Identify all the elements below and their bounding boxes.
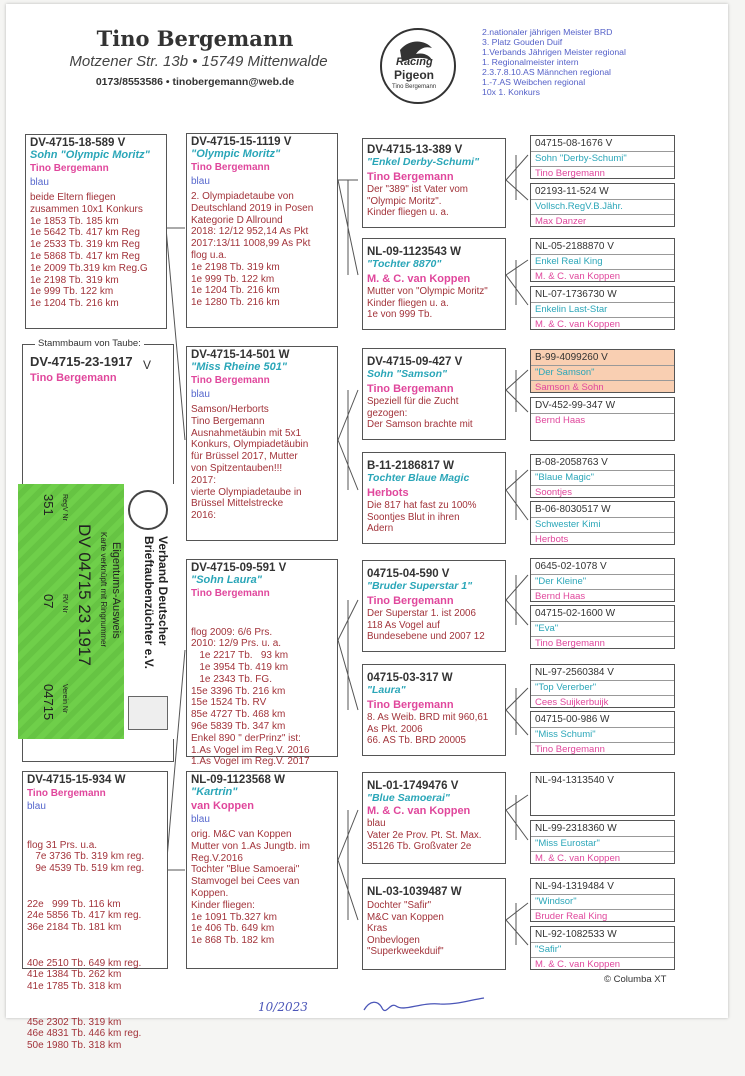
gg-grandparent-box[interactable] <box>530 711 675 755</box>
great-grandparent-box[interactable] <box>362 772 506 864</box>
pigeon-name: "Eva" <box>535 623 559 634</box>
pigeon-ring: NL-09-1123568 W <box>191 774 285 786</box>
pigeon-ring: B-08-2058763 V <box>535 457 608 468</box>
achievement-item: 1. Regionalmeister intern <box>482 57 579 67</box>
grandparent-box[interactable] <box>186 559 338 768</box>
pigeon-breeder: Samson & Sohn <box>535 382 604 393</box>
ownership-card <box>18 484 174 739</box>
great-grandparent-box[interactable] <box>362 878 506 970</box>
card-title-3: Eigentums-Ausweis <box>110 542 122 639</box>
achievement-item: 1.Verbands Jährigen Meister regional <box>482 47 626 57</box>
pigeon-breeder: Tino Bergemann <box>367 699 454 711</box>
pigeon-name: Enkel Real King <box>535 256 603 267</box>
pigeon-breeder: Soontjes <box>535 487 572 498</box>
breeder-contact: 0173/8553586 • tinobergemann@web.de <box>95 76 295 88</box>
gg-grandparent-box[interactable] <box>530 349 675 393</box>
breeder-name: Tino Bergemann <box>96 26 294 51</box>
pigeon-color: blau <box>27 801 46 812</box>
pigeon-breeder: Bruder Real King <box>535 911 608 922</box>
pigeon-ring: DV-4715-15-934 W <box>27 774 126 786</box>
pigeon-ring: 0645-02-1078 V <box>535 561 607 572</box>
pigeon-ring: 04715-02-1600 W <box>535 608 616 619</box>
vdb-logo-icon <box>128 490 168 530</box>
pigeon-breeder: Tino Bergemann <box>30 163 109 174</box>
grandparent-box[interactable] <box>186 346 338 541</box>
subject-breeder: Tino Bergemann <box>30 372 117 384</box>
pigeon-breeder: Tino Bergemann <box>191 588 270 599</box>
pigeon-color: blau <box>191 176 210 187</box>
gg-grandparent-box[interactable] <box>530 397 675 441</box>
pigeon-notes: 2. Olympiadetaube von Deutschland 2019 in Posen Kategorie D Allround 2018: 12/12 952,14 As Pkt 2017:13/11 1008,99 As Pkt flog u.a. 1e 2198 Tb. 319 km 1e 999 Tb. 122 km 1e 1204 Tb. 216 km 1e 1280 Tb. 216 km <box>191 191 314 309</box>
great-grandparent-box[interactable] <box>362 452 506 544</box>
great-grandparent-box[interactable] <box>362 138 506 228</box>
pigeon-ring: NL-07-1736730 W <box>535 289 617 300</box>
pigeon-breeder: Tino Bergemann <box>367 171 454 183</box>
grandparent-box[interactable] <box>186 771 338 969</box>
pigeon-breeder: Tino Bergemann <box>535 638 605 649</box>
pigeon-breeder: Tino Bergemann <box>27 788 106 799</box>
pigeon-breeder: Tino Bergemann <box>191 162 270 173</box>
card-title-4: Karte verknüpft mit Ringnummer <box>99 532 108 648</box>
subject-label: Stammbaum von Taube: <box>35 338 144 349</box>
pigeon-breeder: Cees Suijkerbuijk <box>535 697 609 708</box>
pigeon-ring: NL-94-1313540 V <box>535 775 614 786</box>
pigeon-ring: DV-452-99-347 W <box>535 400 616 411</box>
handwritten-date: 10/2023 <box>258 1000 308 1014</box>
pigeon-ring: 04715-08-1676 V <box>535 138 613 149</box>
gg-grandparent-box[interactable] <box>530 878 675 922</box>
card-title-1: Verband Deutscher <box>156 536 170 646</box>
pigeon-breeder: M. & C. van Koppen <box>367 805 471 817</box>
pigeon-color: blau <box>191 389 210 400</box>
gg-grandparent-box[interactable] <box>530 286 675 330</box>
pigeon-name: "Der Samson" <box>535 367 595 378</box>
pigeon-breeder: M. & C. van Koppen <box>535 853 621 864</box>
pigeon-name: "Top Vererber" <box>535 682 597 693</box>
logo-racing-text: Racing <box>396 56 433 68</box>
pigeon-name: "Blaue Magic" <box>535 472 595 483</box>
gg-grandparent-box[interactable] <box>530 605 675 649</box>
pigeon-ring: 04715-03-317 W <box>367 672 453 684</box>
pigeon-ring: DV-4715-18-589 V <box>30 137 126 149</box>
pigeon-breeder: Tino Bergemann <box>191 375 270 386</box>
pigeon-ring: NL-92-1082533 W <box>535 929 617 940</box>
pigeon-breeder: M. & C. van Koppen <box>367 273 471 285</box>
pigeon-notes: Speziell für die Zucht gezogen: Der Samson brachte mit <box>367 396 473 431</box>
pigeon-name: "Kartrin" <box>191 786 238 798</box>
card-title-2: Brieftaubenzüchter e.V. <box>142 536 156 669</box>
pigeon-notes: Die 817 hat fast zu 100% Soontjes Blut in ihren Adern <box>367 500 477 535</box>
gg-grandparent-box[interactable] <box>530 664 675 708</box>
achievement-item: 10x 1. Konkurs <box>482 87 540 97</box>
pigeon-notes: Der "389" ist Vater vom "Olympic Moritz". Kinder fliegen u. a. <box>367 184 468 219</box>
pigeon-name: Schwester Kimi <box>535 519 601 530</box>
pigeon-breeder: Max Danzer <box>535 216 587 227</box>
pigeon-ring: NL-05-2188870 V <box>535 241 614 252</box>
pigeon-name: "Miss Schumi" <box>535 729 596 740</box>
card-regv-label: RegV Nr <box>61 494 68 521</box>
gg-grandparent-box[interactable] <box>530 454 675 498</box>
pigeon-notes: orig. M&C van Koppen Mutter von 1.As Jungtb. im Reg.V.2016 Tochter "Blue Samoerai" Stamvogel bei Cees van Koppen. Kinder fliegen: 1e 1091 Tb.327 km 1e 406 Tb. 649 km 1e 868 Tb. 182 km <box>191 829 310 947</box>
great-grandparent-box[interactable] <box>362 664 506 756</box>
card-regv: 351 <box>41 494 56 516</box>
card-ring: DV 04715 23 1917 <box>75 524 94 666</box>
gg-grandparent-box[interactable] <box>530 135 675 179</box>
pigeon-ring: DV-4715-09-427 V <box>367 356 463 368</box>
mother-box[interactable] <box>22 771 168 1052</box>
gg-grandparent-box[interactable] <box>530 183 675 227</box>
pigeon-name: "Olympic Moritz" <box>191 148 281 160</box>
pigeon-ring: DV-4715-13-389 V <box>367 144 463 156</box>
pigeon-breeder: M. & C. van Koppen <box>535 271 621 282</box>
card-rv: 07 <box>41 594 56 609</box>
pigeon-name: "Sohn Laura" <box>191 574 262 586</box>
pigeon-color: blau <box>30 177 49 188</box>
card-verein-label: Verein Nr <box>61 684 68 714</box>
pigeon-ring: DV-4715-09-591 V <box>191 562 287 574</box>
pigeon-breeder: Herbots <box>367 487 409 499</box>
handwritten-signature <box>360 992 490 1020</box>
great-grandparent-box[interactable] <box>362 238 506 330</box>
pigeon-notes: Samson/Herborts Tino Bergemann Ausnahmetäubin mit 5x1 Konkurs, Olympiadetäubin für Brüssel 2017, Mutter von Spitzentauben!!! 2017: vierte Olympiadetaube in Brüssel Mittelstrecke 2016: <box>191 404 309 522</box>
seal-icon <box>128 696 168 730</box>
pigeon-ring: 02193-11-524 W <box>535 186 609 197</box>
pigeon-ring: 04715-04-590 V <box>367 568 450 580</box>
pigeon-breeder: Tino Bergemann <box>535 744 605 755</box>
father-box[interactable] <box>25 134 167 329</box>
pigeon-breeder: van Koppen <box>191 800 254 812</box>
pigeon-color: blau <box>191 814 210 825</box>
pigeon-name: "Tochter 8870" <box>367 258 442 270</box>
breeder-address: Motzener Str. 13b • 15749 Mittenwalde <box>69 53 328 70</box>
pigeon-name: Sohn "Olympic Moritz" <box>30 149 150 161</box>
pigeon-name: "Miss Eurostar" <box>535 838 600 849</box>
card-rv-label: RV Nr <box>61 594 68 613</box>
pigeon-name: Sohn "Samson" <box>367 368 447 380</box>
pigeon-notes: beide Eltern fliegen zusammen 10x1 Konkurs 1e 1853 Tb. 185 km 1e 5642 Tb. 417 km Reg 1e 2533 Tb. 319 km Reg 1e 5868 Tb. 417 km Reg 1e 2009 Tb.319 km Reg.G 1e 2198 Tb. 319 km 1e 999 Tb. 122 km 1e 1204 Tb. 216 km <box>30 192 148 310</box>
pigeon-ring: NL-97-2560384 V <box>535 667 614 678</box>
pigeon-name: "Enkel Derby-Schumi" <box>367 156 480 168</box>
pigeon-name: "Blue Samoerai" <box>367 792 450 804</box>
pigeon-ring: 04715-00-986 W <box>535 714 610 725</box>
logo-sub-text: Tino Bergemann <box>392 84 437 90</box>
pigeon-notes: flog 31 Prs. u.a. 7e 3736 Tb. 319 km reg. 9e 4539 Tb. 519 km reg. 22e 999 Tb. 116 km 24e 5856 Tb. 417 km reg. 36e 2184 Tb. 181 km 40e 2510 Tb. 649 km reg. 41e 1384 Tb. 262 km 41e 1785 Tb. 318 km 45e 2302 Tb. 319 km 46e 4831 Tb. 446 km reg. 50e 1980 Tb. 318 km <box>27 839 145 1052</box>
pigeon-notes: Dochter "Safir" M&C van Koppen Kras Onbevlogen "Superkweekduif" <box>367 900 444 958</box>
gg-grandparent-box[interactable] <box>530 558 675 602</box>
pigeon-name: Sohn "Derby-Schumi" <box>535 153 627 164</box>
pigeon-ring: NL-03-1039487 W <box>367 886 462 898</box>
achievement-item: 2.nationaler jährigen Meister BRD <box>482 27 613 37</box>
pigeon-name: "Miss Rheine 501" <box>191 361 288 373</box>
pigeon-breeder: Tino Bergemann <box>367 383 454 395</box>
pigeon-ring: B-99-4099260 V <box>535 352 608 363</box>
pigeon-notes: Der Superstar 1. ist 2006 118 As Vogel auf Bundesebene und 2007 12 <box>367 608 485 643</box>
pigeon-ring: NL-94-1319484 V <box>535 881 614 892</box>
pigeon-name: Vollsch.RegV.B.Jähr. <box>535 201 623 212</box>
pigeon-name: "Der Kleine" <box>535 576 587 587</box>
pigeon-name: "Laura" <box>367 684 406 696</box>
pigeon-breeder: Bernd Haas <box>535 415 586 426</box>
pigeon-name: Enkelin Last-Star <box>535 304 608 315</box>
subject-ring: DV-4715-23-1917 <box>30 354 133 369</box>
gg-grandparent-box[interactable] <box>530 501 675 545</box>
great-grandparent-box[interactable] <box>362 560 506 652</box>
pigeon-ring: NL-99-2318360 W <box>535 823 617 834</box>
pigeon-notes: 8. As Weib. BRD mit 960,61 As Pkt. 2006 66. AS Tb. BRD 20005 <box>367 712 489 747</box>
subject-sex: V <box>143 358 152 372</box>
pigeon-ring: B-11-2186817 W <box>367 460 454 472</box>
pigeon-name: "Windsor" <box>535 896 577 907</box>
pigeon-name: "Bruder Superstar 1" <box>367 580 473 592</box>
pigeon-breeder: Tino Bergemann <box>535 168 605 179</box>
grandparent-box[interactable] <box>186 133 338 328</box>
pigeon-notes: blau Vater 2e Prov. Pt. St. Max. 35126 Tb. Großvater 2e <box>367 818 482 853</box>
great-grandparent-box[interactable] <box>362 348 506 440</box>
card-verein: 04715 <box>41 684 56 721</box>
pigeon-ring: DV-4715-15-1119 V <box>191 136 292 148</box>
pigeon-notes: flog 2009: 6/6 Prs. 2010: 12/9 Prs. u. a. 1e 2217 Tb. 93 km 1e 3954 Tb. 419 km 1e 2343 Tb. FG. 15e 3396 Tb. 216 km 15e 1524 Tb. RV 85e 4727 Tb. 468 km 96e 5839 Tb. 347 km Enkel 890 " derPrinz" ist: 1.As Vogel im Reg.V. 2016 1.As Vogel im Reg.V. 2017 <box>191 626 310 768</box>
pigeon-breeder: M. & C. van Koppen <box>535 959 621 970</box>
pigeon-name: Tochter Blaue Magic <box>367 472 470 484</box>
achievement-item: 3. Platz Gouden Duif <box>482 37 563 47</box>
achievement-item: 1.-7.AS Weibchen regional <box>482 77 586 87</box>
pigeon-breeder: Bernd Haas <box>535 591 586 602</box>
pigeon-notes: Mutter von "Olympic Moritz" Kinder fliegen u. a. 1e von 999 Tb. <box>367 286 488 321</box>
gg-grandparent-box[interactable] <box>530 820 675 864</box>
pigeon-breeder: Herbots <box>535 534 569 545</box>
gg-grandparent-box[interactable] <box>530 238 675 282</box>
card-header <box>124 484 174 739</box>
pigeon-breeder: M. & C. van Koppen <box>535 319 621 330</box>
pigeon-ring: NL-01-1749476 V <box>367 780 459 792</box>
pigeon-name: "Safir" <box>535 944 562 955</box>
copyright-text: © Columba XT <box>604 974 667 985</box>
logo-pigeon-text: Pigeon <box>394 68 435 82</box>
pigeon-ring: B-06-8030517 W <box>535 504 611 515</box>
gg-grandparent-box[interactable] <box>530 772 675 816</box>
achievement-item: 2.3.7.8.10.AS Männchen regional <box>482 67 611 77</box>
gg-grandparent-box[interactable] <box>530 926 675 970</box>
pigeon-breeder: Tino Bergemann <box>367 595 454 607</box>
pigeon-ring: DV-4715-14-501 W <box>191 349 290 361</box>
pigeon-ring: NL-09-1123543 W <box>367 246 461 258</box>
